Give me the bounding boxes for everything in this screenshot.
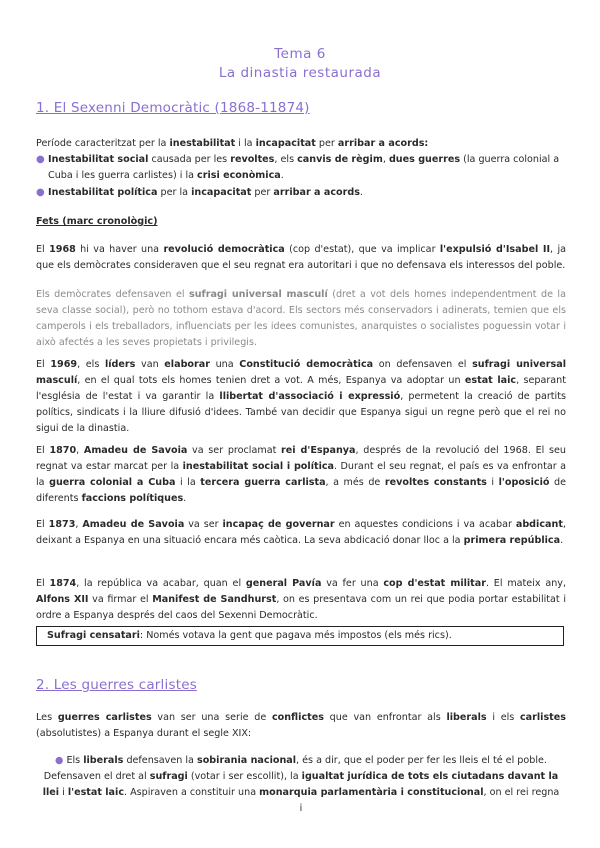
bullet-political-instability: ● Inestabilitat política per la incapacitat per arribar a acords.	[36, 185, 564, 201]
facts-subheading: Fets (marc cronològic)	[36, 216, 158, 227]
section-2-heading: 2. Les guerres carlistes	[36, 677, 197, 693]
paragraph-1868: El 1968 hi va haver una revolució democràtica (cop d'estat), que va implicar l'expulsió d'Isabel II, ja que els demòcrates consideraven que el seu regnat era autoritari i que no defensava els interessos del poble.	[36, 244, 567, 271]
document-subtitle: La dinastia restaurada	[218, 65, 382, 81]
bullet-icon: ●	[36, 154, 45, 165]
bullet-icon: ●	[55, 755, 67, 766]
document-title: Tema 6	[274, 46, 326, 62]
section-1-heading: 1. El Sexenni Democràtic (1868-11874)	[36, 100, 310, 116]
paragraph-1874: El 1874, la república va acabar, quan el general Pavía va fer una cop d'estat militar. El mateix any, Alfons XII va firmar el Manifest de Sandhurst, on es presentava com un rei que podia portar estabilitat i ordre a Espanya després del caos del Sexenni Democràtic.	[36, 578, 567, 621]
bullet-liberals: ● Els liberals defensaven la sobirania nacional, és a dir, que el poder per fer les lleis el té el poble. Defensaven el dret al sufragi (votar i ser escollit), la igualtat jurídica de tots els ciutadans davant la llei i l'estat laic. Aspiraven a constituir una monarquia parlamentària i constitucional, on el rei regna i	[42, 755, 560, 814]
definition-box: Sufragi censatari: Només votava la gent que pagava més impostos (els més rics).	[36, 626, 564, 646]
bullet-icon: ●	[36, 187, 45, 198]
paragraph-suffrage-grey: Els demòcrates defensaven el sufragi universal masculí (dret a vot dels homes independentment de la seva classe social), però no tothom estava d'acord. Els sectors més conservadors i adinerats, temien que els camperols i els treballadors, influenciats per les idees comunistes, anarquistes o socialistes poguessin votar i això afectés a les seves propietats i privilegis.	[36, 289, 566, 348]
section-2-intro: Les guerres carlistes van ser una serie de conflictes que van enfrontar als liberals i els carlistes (absolutistes) a Espanya durant el segle XIX:	[36, 712, 566, 739]
paragraph-1873: El 1873, Amadeu de Savoia va ser incapaç de governar en aquestes condicions i va acabar abdicant, deixant a Espanya en una situació encara més caòtica. La seva abdicació donar lloc a la primera república.	[36, 519, 566, 546]
section-1-intro: Període caracteritzat per la inestabilitat i la incapacitat per arribar a acords:	[36, 138, 429, 149]
paragraph-1870: El 1870, Amadeu de Savoia va ser proclamat rei d'Espanya, després de la revolució del 1968. El seu regnat va estar marcat per la inestabilitat social i política. Durant el seu regnat, el país es va enfrontar a la guerra colonial a Cuba i la tercera guerra carlista, a més de revoltes constants i l'oposició de diferents faccions polítiques.	[36, 445, 567, 504]
bullet-social-instability: ● Inestabilitat social causada per les revoltes, els canvis de règim, dues guerres (la guerra colonial a Cuba i les guerra carlistes) i la crisi econòmica.	[36, 154, 560, 181]
paragraph-1869: El 1969, els líders van elaborar una Constitució democràtica on defensaven el sufragi universal masculí, en el qual tots els homes tenien dret a vot. A més, Espanya va adoptar un estat laic, separant l'església de l'estat i va garantir la llibertat d'associació i expressió, permetent la creació de partits polítics, sindicats i la lliure difusió d'idees. També van decidir que Espanya sigui un regne però que el rei no sigui de la dinastia.	[36, 359, 567, 434]
